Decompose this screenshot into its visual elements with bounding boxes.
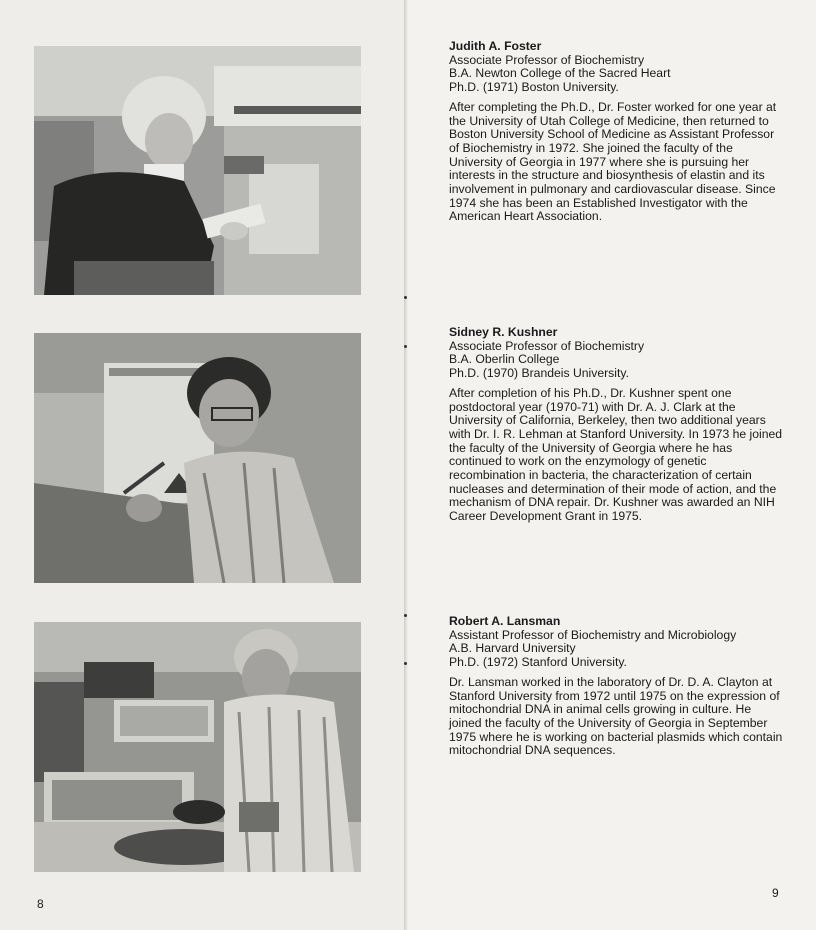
page-gutter <box>404 0 408 930</box>
faculty-name: Robert A. Lansman <box>449 614 561 628</box>
faculty-name: Judith A. Foster <box>449 39 542 53</box>
faculty-bio-paragraph: Dr. Lansman worked in the laboratory of Dr. D. A. Clayton at Stanford University from 1972 until 1975 on the expression of mitochondrial DNA in animal cells growing in culture. He joined the faculty of the University of Georgia in September 1975 where he is working on bacterial plasmids which contain mitochondrial DNA sequences. <box>449 674 783 758</box>
binding-mark <box>404 662 407 665</box>
faculty-name: Sidney R. Kushner <box>449 325 558 339</box>
faculty-title: Associate Professor of Biochemistry <box>449 338 645 353</box>
faculty-degree: Ph.D. (1972) Stanford University. <box>449 655 627 670</box>
faculty-bio-paragraph: After completing the Ph.D., Dr. Foster worked for one year at the University of Utah College of Medicine, then returned to Boston University School of Medicine as Assistant Professor of Biochemistry in 1972. She joined the faculty of the University of Georgia in 1977 where she is pursuing her interests in the structure and biosynthesis of elastin and its involvement in pulmonary and cardiovascular disease. Since 1974 she has been an Established Investigator with the American Heart Association. <box>449 99 777 224</box>
faculty-degree: Ph.D. (1970) Brandeis University. <box>449 366 629 381</box>
lab-centrifuge-photo <box>34 622 361 872</box>
page-number-left: 8 <box>37 897 44 911</box>
faculty-degree: B.A. Newton College of the Sacred Heart <box>449 66 671 81</box>
bio-sidney-kushner <box>449 326 783 524</box>
page-number-right: 9 <box>772 886 779 900</box>
bio-robert-lansman <box>449 615 783 758</box>
faculty-title: Assistant Professor of Biochemistry and Microbiology <box>449 627 737 642</box>
faculty-degree: A.B. Harvard University <box>449 641 576 656</box>
faculty-degree: Ph.D. (1971) Boston University. <box>449 80 619 95</box>
binding-mark <box>404 614 407 617</box>
binding-mark <box>404 345 407 348</box>
lab-woman-photo <box>34 46 361 295</box>
faculty-title: Associate Professor of Biochemistry <box>449 52 645 67</box>
bio-judith-foster <box>449 40 783 224</box>
faculty-bio-paragraph: After completion of his Ph.D., Dr. Kushner spent one postdoctoral year (1970-71) with Dr. A. J. Clark at the University of California, Berkeley, then two additional years with Dr. I. R. Lehman at Stanford University. In 1973 he joined the faculty of the University of Georgia where he has continued to work on the enzymology of genetic recombination in bacteria, the characterization of certain nucleases and determination of their mode of action, and the mechanism of DNA repair. Dr. Kushner was awarded an NIH Career Development Grant in 1975. <box>449 385 783 524</box>
lab-man-photo <box>34 333 361 583</box>
binding-mark <box>404 296 407 299</box>
faculty-degree: B.A. Oberlin College <box>449 352 560 367</box>
